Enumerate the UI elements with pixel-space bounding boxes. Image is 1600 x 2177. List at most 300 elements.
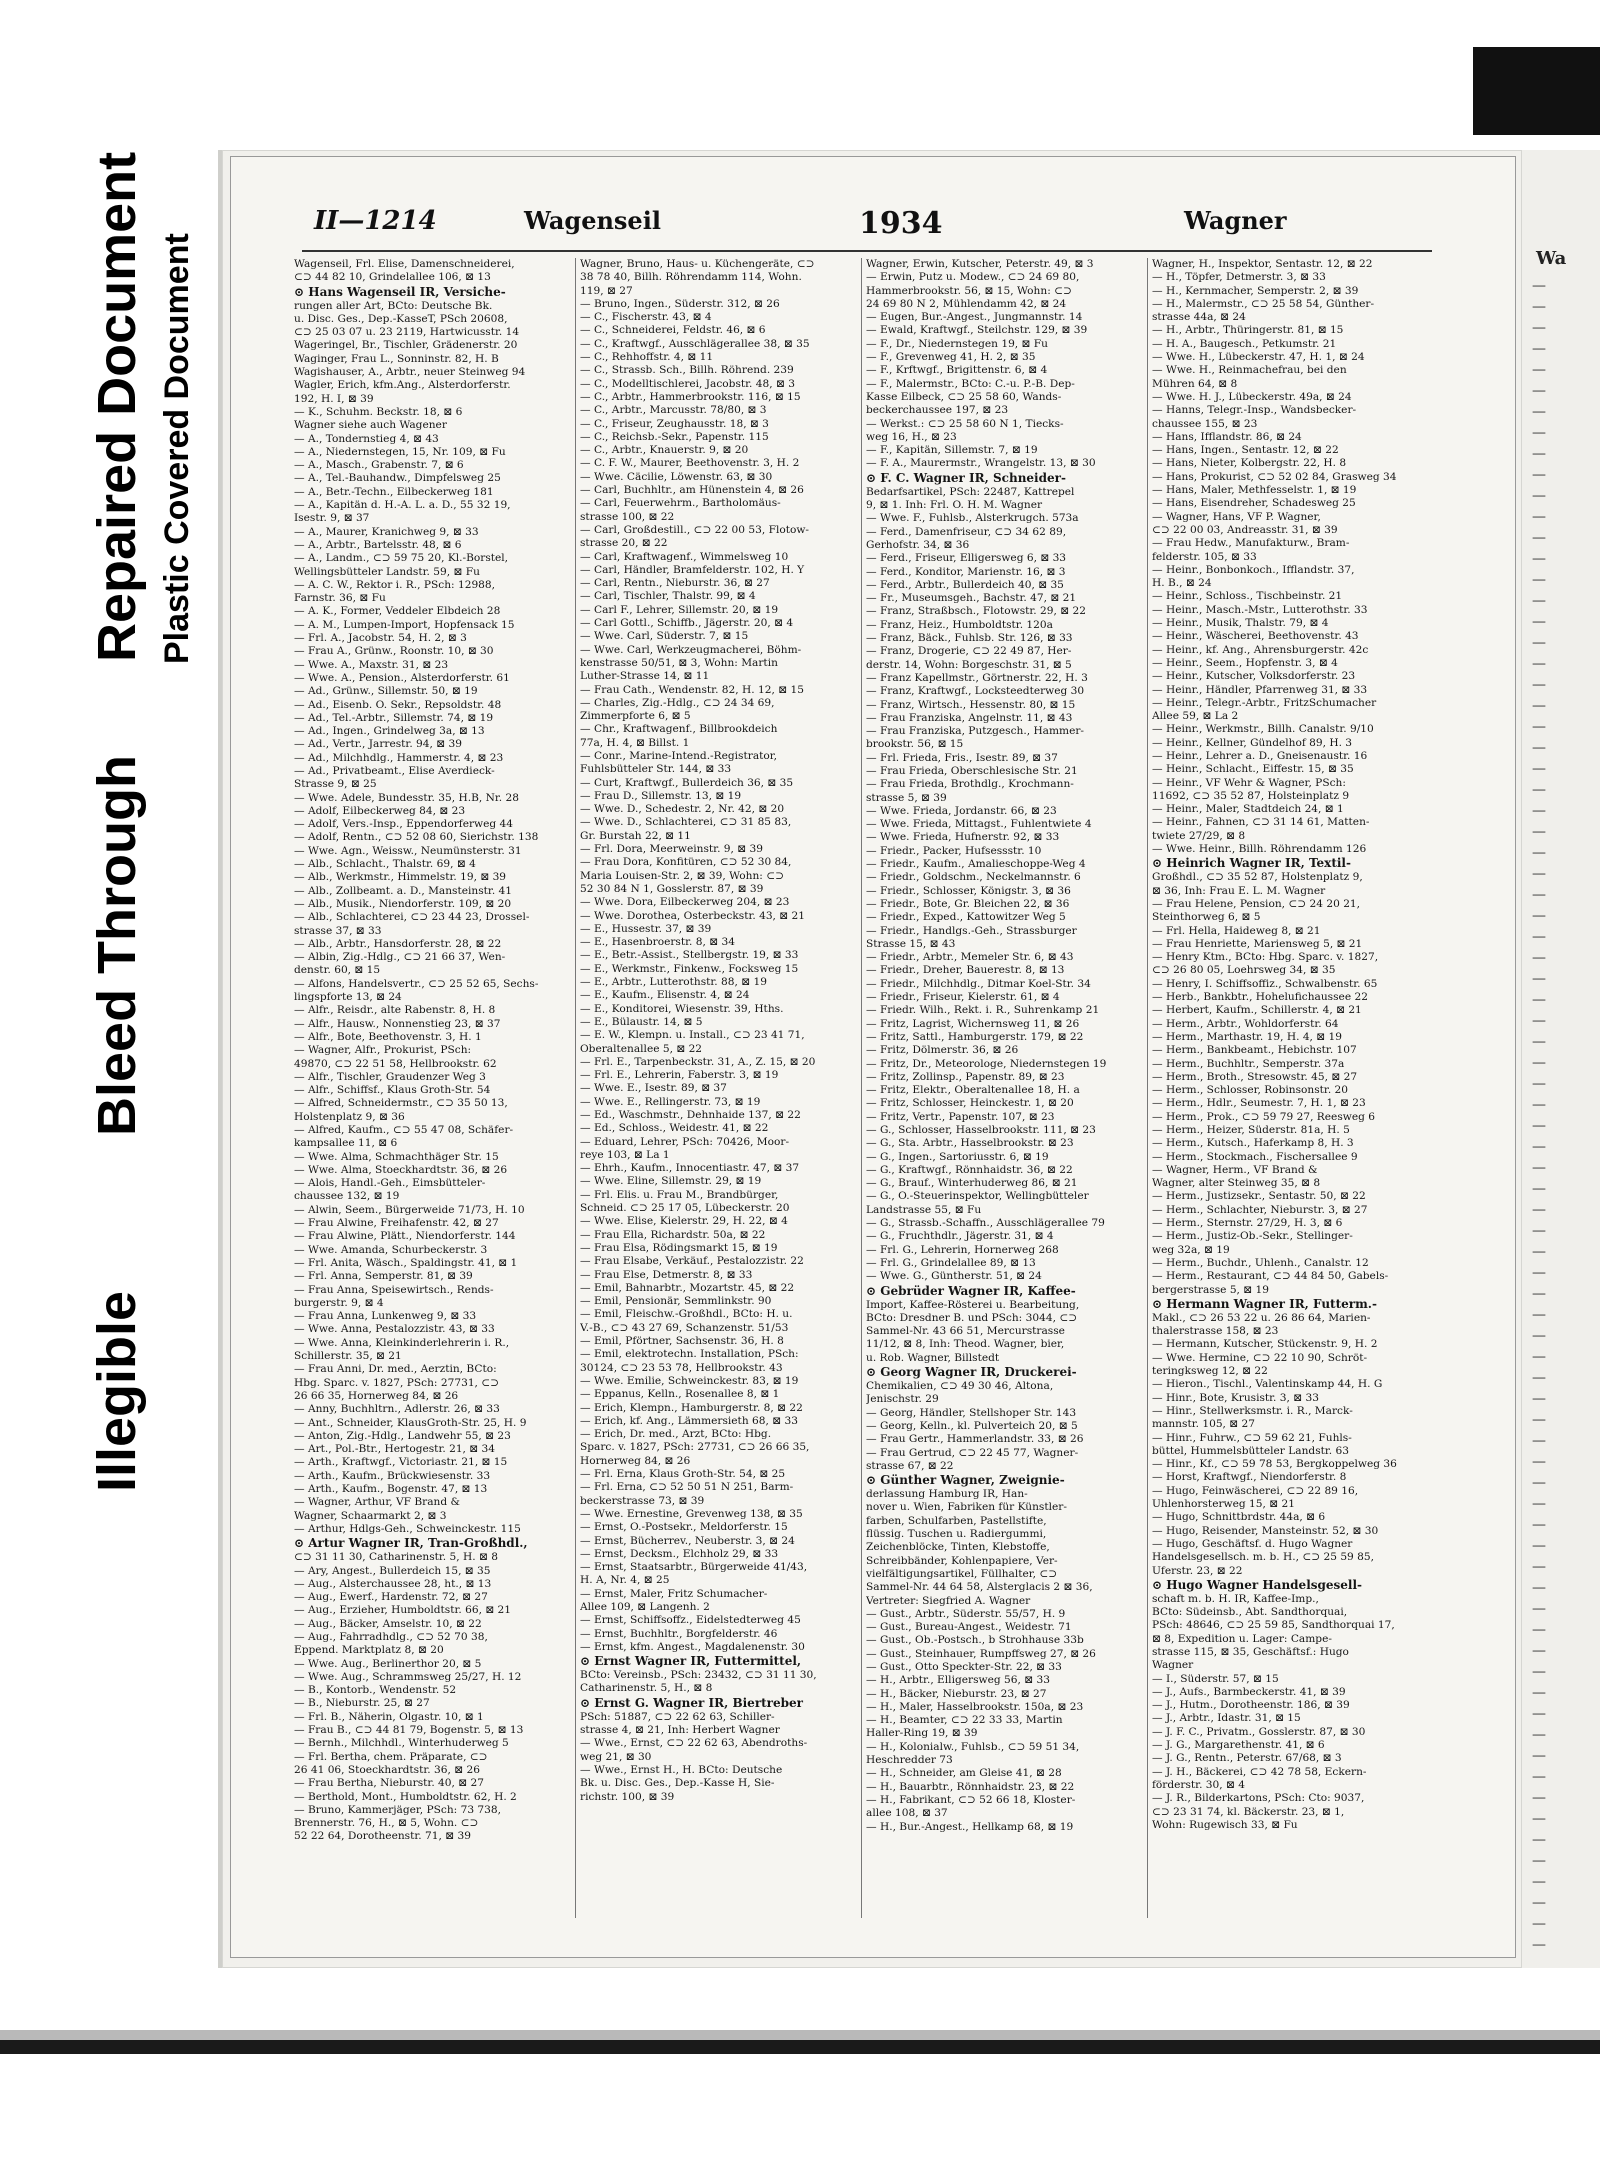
header-year: 1934 bbox=[859, 206, 943, 241]
directory-entry: — Hans, Maler, Methfesselstr. 1, ⊠ 19 bbox=[1152, 484, 1357, 497]
directory-entry: Oberaltenallee 5, ⊠ 22 bbox=[580, 1042, 703, 1055]
directory-entry: Handelsgesellsch. m. b. H., ⊂⊃ 25 59 85, bbox=[1152, 1551, 1375, 1564]
directory-entry: — Hans, Ifflandstr. 86, ⊠ 24 bbox=[1152, 430, 1302, 443]
directory-entry: Isestr. 9, ⊠ 37 bbox=[294, 512, 370, 525]
directory-entry: — Wwe. Dorothea, Osterbeckstr. 43, ⊠ 21 bbox=[580, 909, 806, 922]
directory-entry: — A., Masch., Grabenstr. 7, ⊠ 6 bbox=[294, 459, 464, 472]
next-page-dash: — bbox=[1532, 1139, 1546, 1155]
directory-entry: — Heinr., Fahnen, ⊂⊃ 31 14 61, Matten- bbox=[1152, 816, 1370, 829]
directory-entry: — Fritz, Dölmerstr. 36, ⊠ 26 bbox=[866, 1044, 1019, 1057]
directory-entry: Eppend. Marktplatz 8, ⊠ 20 bbox=[294, 1644, 444, 1657]
directory-entry: — Friedr. Wilh., Rekt. i. R., Suhrenkamp 21 bbox=[866, 1004, 1100, 1017]
next-page-dash: — bbox=[1532, 740, 1546, 756]
directory-entry: 52 22 64, Dorotheenstr. 71, ⊠ 39 bbox=[294, 1830, 471, 1843]
next-page-dash: — bbox=[1532, 1370, 1546, 1386]
directory-entry: — Ernst, Decksm., Elchholz 29, ⊠ 33 bbox=[580, 1547, 779, 1560]
directory-entry: — F., Grevenweg 41, H. 2, ⊠ 35 bbox=[866, 351, 1036, 364]
directory-entry: — C., Arbtr., Hammerbrookstr. 116, ⊠ 15 bbox=[580, 390, 801, 403]
directory-entry: — Wwe. Anna, Kleinkinderlehrerin i. R., bbox=[294, 1336, 510, 1349]
directory-entry: — Wwe. Heinr., Billh. Röhrendamm 126 bbox=[1152, 843, 1367, 856]
directory-entry: — Frau Bertha, Nieburstr. 40, ⊠ 27 bbox=[294, 1777, 484, 1790]
directory-entry: — Wwe. Ernestine, Grevenweg 138, ⊠ 35 bbox=[580, 1507, 803, 1520]
directory-entry: Gr. Burstah 22, ⊠ 11 bbox=[580, 829, 691, 842]
directory-entry: Waginger, Frau L., Sonninstr. 82, H. B bbox=[294, 352, 499, 365]
directory-entry: — Frau Anna, Speisewirtsch., Rends- bbox=[294, 1283, 494, 1296]
directory-column-3 bbox=[866, 258, 1142, 1918]
directory-entry: strasse 115, ⊠ 35, Geschäftsf.: Hugo bbox=[1152, 1645, 1349, 1658]
directory-entry: — E., Hussestr. 37, ⊠ 39 bbox=[580, 922, 712, 935]
directory-entry: — H., Bur.-Angest., Hellkamp 68, ⊠ 19 bbox=[866, 1820, 1074, 1833]
next-page-dash: — bbox=[1532, 1496, 1546, 1512]
directory-entry: kampsallee 11, ⊠ 6 bbox=[294, 1137, 398, 1150]
directory-entry: — Arthur, Hdlgs-Geh., Schweinckestr. 115 bbox=[294, 1522, 521, 1535]
directory-entry: Strasse 9, ⊠ 25 bbox=[294, 778, 377, 791]
directory-entry: strasse 44a, ⊠ 24 bbox=[1152, 311, 1246, 324]
directory-entry: Gerhofstr. 34, ⊠ 36 bbox=[866, 538, 970, 551]
directory-entry: 77a, H. 4, ⊠ Billst. 1 bbox=[580, 736, 690, 749]
directory-entry: thalerstrasse 158, ⊠ 23 bbox=[1152, 1325, 1279, 1338]
firm-entry: ⊙ Hermann Wagner IR, Futterm.- bbox=[1152, 1296, 1377, 1311]
directory-entry: — Wwe. Aug., Berlinerthor 20, ⊠ 5 bbox=[294, 1657, 482, 1670]
directory-entry: — Ad., Ingen., Grindelweg 3a, ⊠ 13 bbox=[294, 725, 485, 738]
directory-entry: twiete 27/29, ⊠ 8 bbox=[1152, 829, 1246, 842]
directory-entry: Wagner siehe auch Wagener bbox=[294, 419, 447, 432]
directory-entry: — Wwe. Anna, Pestalozzistr. 43, ⊠ 33 bbox=[294, 1323, 495, 1336]
directory-entry: Wagner, H., Inspektor, Sentastr. 12, ⊠ 22 bbox=[1152, 258, 1373, 270]
directory-entry: — B., Nieburstr. 25, ⊠ 27 bbox=[294, 1697, 430, 1710]
directory-entry: ⊠ 36, Inh: Frau E. L. M. Wagner bbox=[1152, 884, 1326, 897]
directory-columns bbox=[294, 258, 1444, 1918]
directory-entry: — Fritz, Vertr., Papenstr. 107, ⊠ 23 bbox=[866, 1110, 1055, 1123]
directory-entry: — Friedr., Dreher, Bauerestr. 8, ⊠ 13 bbox=[866, 964, 1065, 977]
next-page-dash: — bbox=[1532, 362, 1546, 378]
directory-entry: — Herm., Restaurant, ⊂⊃ 44 84 50, Gabels- bbox=[1152, 1270, 1389, 1283]
directory-entry: — A., Maurer, Kranichweg 9, ⊠ 33 bbox=[294, 525, 479, 538]
directory-entry: — Wwe. Carl, Süderstr. 7, ⊠ 15 bbox=[580, 630, 749, 643]
directory-entry: — A., Tondernstieg 4, ⊠ 43 bbox=[294, 432, 439, 445]
directory-entry: PSch: 51887, ⊂⊃ 22 62 63, Schiller- bbox=[580, 1710, 775, 1723]
firm-entry: ⊙ Gebrüder Wagner IR, Kaffee- bbox=[866, 1283, 1076, 1298]
directory-entry: ⊂⊃ 22 00 03, Andreasstr. 31, ⊠ 39 bbox=[1152, 523, 1338, 536]
directory-entry: farben, Schulfarben, Pastellstifte, bbox=[866, 1514, 1047, 1527]
directory-entry: — Wagner, Hans, VF P. Wagner, bbox=[1152, 510, 1321, 523]
directory-entry: Wellingsbütteler Landstr. 59, ⊠ Fu bbox=[294, 565, 480, 578]
next-page-dash: — bbox=[1532, 1622, 1546, 1638]
next-page-dash: — bbox=[1532, 1937, 1546, 1953]
directory-entry: — Alfred, Schneidermstr., ⊂⊃ 35 50 13, bbox=[294, 1097, 508, 1110]
directory-entry: BCto: Vereinsb., PSch: 23432, ⊂⊃ 31 11 30, bbox=[580, 1669, 817, 1682]
next-page-dash: — bbox=[1532, 971, 1546, 987]
directory-entry: Allee 59, ⊠ La 2 bbox=[1152, 710, 1239, 723]
directory-entry: — Ewald, Kraftwgf., Steilchstr. 129, ⊠ 39 bbox=[866, 324, 1088, 337]
directory-entry: — Fritz, Sattl., Hamburgerstr. 179, ⊠ 22 bbox=[866, 1030, 1084, 1043]
directory-entry: — Frl. G., Grindelallee 89, ⊠ 13 bbox=[866, 1256, 1036, 1269]
directory-entry: strasse 67, ⊠ 22 bbox=[866, 1459, 954, 1472]
directory-entry: Allee 109, ⊠ Langenh. 2 bbox=[580, 1600, 710, 1613]
directory-entry: — Herbert, Kaufm., Schillerstr. 4, ⊠ 21 bbox=[1152, 1004, 1362, 1017]
directory-entry: — Frau Helene, Pension, ⊂⊃ 24 20 21, bbox=[1152, 897, 1361, 910]
next-page-dash: — bbox=[1532, 488, 1546, 504]
directory-entry: — Herm., Stockmach., Fischersallee 9 bbox=[1152, 1150, 1358, 1163]
next-page-dash: — bbox=[1532, 1433, 1546, 1449]
directory-entry: — Wwe. Hermine, ⊂⊃ 22 10 90, Schröt- bbox=[1152, 1351, 1368, 1364]
directory-entry: — Frau Ella, Richardstr. 50a, ⊠ 22 bbox=[580, 1228, 766, 1241]
directory-entry: — C., Reichsb.-Sekr., Papenstr. 115 bbox=[580, 430, 769, 443]
directory-entry: — Eduard, Lehrer, PSch: 70426, Moor- bbox=[580, 1135, 790, 1148]
directory-entry: — Emil, Pförtner, Sachsenstr. 36, H. 8 bbox=[580, 1335, 784, 1348]
directory-entry: — Erich, Klempn., Hamburgerstr. 8, ⊠ 22 bbox=[580, 1401, 803, 1414]
directory-entry: — C., Strassb. Sch., Billh. Röhrend. 239 bbox=[580, 364, 794, 377]
directory-entry: strasse 5, ⊠ 39 bbox=[866, 791, 947, 804]
directory-entry: schaft m. b. H. IR, Kaffee-Imp., bbox=[1152, 1592, 1319, 1605]
next-page-dash: — bbox=[1532, 614, 1546, 630]
directory-entry: — Adolf, Vers.-Insp., Eppendorferweg 44 bbox=[294, 818, 513, 831]
directory-entry: — Herm., Kutsch., Haferkamp 8, H. 3 bbox=[1152, 1137, 1354, 1150]
directory-entry: 9, ⊠ 1. Inh: Frl. O. H. M. Wagner bbox=[866, 499, 1043, 512]
directory-entry: Sammel-Nr. 44 64 58, Alsterglacis 2 ⊠ 36, bbox=[866, 1581, 1093, 1594]
directory-entry: 49870, ⊂⊃ 22 51 58, Hellbrookstr. 62 bbox=[294, 1057, 497, 1070]
directory-entry: — E., Hasenbroerstr. 8, ⊠ 34 bbox=[580, 936, 735, 949]
degradation-labels bbox=[0, 0, 220, 2177]
directory-entry: — C., Modelltischlerei, Jacobstr. 48, ⊠ 3 bbox=[580, 377, 795, 390]
next-page-dash: — bbox=[1532, 1244, 1546, 1260]
next-page-dash: — bbox=[1532, 635, 1546, 651]
directory-entry: Chemikalien, ⊂⊃ 49 30 46, Altona, bbox=[866, 1380, 1054, 1393]
next-page-dash: — bbox=[1532, 1202, 1546, 1218]
next-page-dash: — bbox=[1532, 1748, 1546, 1764]
directory-entry: — Frl. Erna, Klaus Groth-Str. 54, ⊠ 25 bbox=[580, 1468, 786, 1481]
directory-entry: — Alfr., Hausw., Nonnenstieg 23, ⊠ 37 bbox=[294, 1017, 501, 1030]
directory-entry: — Herm., Prok., ⊂⊃ 59 79 27, Reesweg 6 bbox=[1152, 1110, 1375, 1123]
directory-entry: — C., Rehhoffstr. 4, ⊠ 11 bbox=[580, 351, 714, 364]
directory-entry: Mühren 64, ⊠ 8 bbox=[1152, 377, 1238, 390]
directory-entry: — Franz Kapellmstr., Görtnerstr. 22, H. 3 bbox=[866, 671, 1088, 684]
directory-entry: 11692, ⊂⊃ 35 52 87, Holsteinplatz 9 bbox=[1152, 789, 1350, 802]
next-page-dash: — bbox=[1532, 1307, 1546, 1323]
directory-entry: BCto: Dresdner B. und PSch: 3044, ⊂⊃ bbox=[866, 1311, 1078, 1324]
directory-entry: Bedarfsartikel, PSch: 22487, Kattrepel bbox=[866, 485, 1075, 498]
directory-entry: — Frau Franziska, Putzgesch., Hammer- bbox=[866, 725, 1085, 738]
next-page-dash: — bbox=[1532, 383, 1546, 399]
header-rule bbox=[302, 250, 1432, 252]
directory-entry: — Alb., Musik., Niendorferstr. 109, ⊠ 20 bbox=[294, 897, 512, 910]
directory-entry: — Wwe. Frieda, Hufnerstr. 92, ⊠ 33 bbox=[866, 831, 1060, 844]
directory-entry: — Ad., Tel.-Arbtr., Sillemstr. 74, ⊠ 19 bbox=[294, 711, 494, 724]
directory-entry: felderstr. 105, ⊠ 33 bbox=[1152, 550, 1257, 563]
directory-entry: derlassung Hamburg IR, Han- bbox=[866, 1488, 1028, 1501]
directory-entry: beckerstrasse 73, ⊠ 39 bbox=[580, 1494, 705, 1507]
directory-entry: — Carl, Kraftwagenf., Wimmelsweg 10 bbox=[580, 550, 789, 563]
directory-entry: — Hanns, Telegr.-Insp., Wandsbecker- bbox=[1152, 404, 1357, 417]
next-page-dash: — bbox=[1532, 1790, 1546, 1806]
directory-entry: — Fritz, Dr., Meteorologe, Niedernstegen 19 bbox=[866, 1057, 1107, 1070]
directory-entry: — Wwe. Frieda, Jordanstr. 66, ⊠ 23 bbox=[866, 804, 1057, 817]
directory-entry: — Heinr., Masch.-Mstr., Lutterothstr. 33 bbox=[1152, 603, 1368, 616]
next-page-dash: — bbox=[1532, 761, 1546, 777]
next-page-dash: — bbox=[1532, 1538, 1546, 1554]
directory-entry: — G., Schlosser, Hasselbrookstr. 111, ⊠ 23 bbox=[866, 1124, 1096, 1136]
next-page-dash: — bbox=[1532, 1034, 1546, 1050]
directory-entry: — Hans, Prokurist, ⊂⊃ 52 02 84, Grasweg 34 bbox=[1152, 470, 1397, 483]
directory-entry: reye 103, ⊠ La 1 bbox=[580, 1148, 670, 1161]
directory-entry: — J. F. C., Privatm., Gosslerstr. 87, ⊠ 30 bbox=[1152, 1725, 1366, 1738]
directory-entry: Kasse Eilbeck, ⊂⊃ 25 58 60, Wands- bbox=[866, 390, 1062, 403]
directory-entry: — Wwe. Alma, Stoeckhardtstr. 36, ⊠ 26 bbox=[294, 1163, 508, 1176]
directory-entry: — Frau Gertr., Hammerlandstr. 33, ⊠ 26 bbox=[866, 1433, 1084, 1446]
directory-entry: — F., Krftwgf., Brigittenstr. 6, ⊠ 4 bbox=[866, 364, 1048, 377]
directory-entry: — Ferd., Damenfriseur, ⊂⊃ 34 62 89, bbox=[866, 525, 1067, 538]
directory-entry: Vertreter: Siegfried A. Wagner bbox=[866, 1594, 1031, 1607]
next-page-dash: — bbox=[1532, 929, 1546, 945]
directory-entry: — Frl. Elis. u. Frau M., Brandbürger, bbox=[580, 1188, 779, 1201]
directory-entry: — K., Schuhm. Beckstr. 18, ⊠ 6 bbox=[294, 405, 463, 418]
directory-entry: H. A, Nr. 4, ⊠ 25 bbox=[580, 1574, 670, 1587]
directory-entry: — Ferd., Friseur, Elligersweg 6, ⊠ 33 bbox=[866, 552, 1067, 565]
directory-entry: — G., Strassb.-Schaffn., Ausschlägerallee 79 bbox=[866, 1217, 1105, 1230]
directory-entry: — Alfr., Reisdr., alte Rabenstr. 8, H. 8 bbox=[294, 1004, 496, 1017]
directory-entry: — Wwe. Adele, Bundesstr. 35, H.B, Nr. 28 bbox=[294, 791, 519, 804]
directory-entry: — Wwe. Eline, Sillemstr. 29, ⊠ 19 bbox=[580, 1175, 762, 1188]
directory-entry: — Herm., Justizsekr., Sentastr. 50, ⊠ 22 bbox=[1152, 1190, 1366, 1203]
directory-entry: — H. A., Baugesch., Petkumstr. 21 bbox=[1152, 337, 1337, 350]
directory-entry: — Franz, Wirtsch., Hessenstr. 80, ⊠ 15 bbox=[866, 698, 1076, 711]
next-page-dash: — bbox=[1532, 1664, 1546, 1680]
directory-entry: — G., Sta. Arbtr., Hasselbrookstr. ⊠ 23 bbox=[866, 1137, 1074, 1150]
directory-entry: Strasse 15, ⊠ 43 bbox=[866, 937, 956, 950]
next-page-dash: — bbox=[1532, 1286, 1546, 1302]
directory-entry: — G., Fruchthdlr., Jägerstr. 31, ⊠ 4 bbox=[866, 1230, 1054, 1243]
directory-entry: — Emil, Pensionär, Semmlinkstr. 90 bbox=[580, 1295, 772, 1308]
directory-page-scan bbox=[218, 150, 1522, 1968]
directory-entry: Steinthorweg 6, ⊠ 5 bbox=[1152, 911, 1261, 924]
directory-entry: — H., Kolonialw., Fuhlsb., ⊂⊃ 59 51 34, bbox=[866, 1740, 1080, 1753]
directory-entry: Sammel-Nr. 43 66 51, Mercurstrasse bbox=[866, 1325, 1065, 1338]
directory-entry: Brennerstr. 76, H., ⊠ 5, Wohn. ⊂⊃ bbox=[294, 1817, 479, 1830]
next-page-dash: — bbox=[1532, 572, 1546, 588]
column-divider bbox=[575, 258, 576, 1918]
directory-entry: — Heinr., VF Wehr & Wagner, PSch: bbox=[1152, 776, 1346, 789]
directory-entry: 119, ⊠ 27 bbox=[580, 284, 633, 297]
directory-entry: flüssig. Tuschen u. Radiergummi, bbox=[866, 1528, 1047, 1541]
directory-entry: — Emil, Bahnarbtr., Mozartstr. 45, ⊠ 22 bbox=[580, 1281, 795, 1294]
next-page-dash: — bbox=[1532, 467, 1546, 483]
directory-entry: — A. C. W., Rektor i. R., PSch: 12988, bbox=[294, 578, 496, 591]
directory-entry: — G., Ingen., Sartoriusstr. 6, ⊠ 19 bbox=[866, 1150, 1049, 1163]
directory-entry: — Franz, Bäck., Fuhlsb. Str. 126, ⊠ 33 bbox=[866, 632, 1073, 645]
directory-entry: — Wwe. Frieda, Mittagst., Fuhlentwiete 4 bbox=[866, 818, 1092, 831]
directory-entry: Zeichenblöcke, Tinten, Klebstoffe, bbox=[866, 1541, 1050, 1554]
directory-entry: ⊂⊃ 25 03 07 u. 23 2119, Hartwicusstr. 14 bbox=[294, 326, 520, 339]
directory-entry: weg 16, H., ⊠ 23 bbox=[866, 430, 957, 443]
directory-entry: — Franz, Kraftwgf., Locksteedterweg 30 bbox=[866, 685, 1085, 698]
directory-entry: — Ed., Waschmstr., Dehnhaide 137, ⊠ 22 bbox=[580, 1109, 801, 1121]
next-page-dash: — bbox=[1532, 1643, 1546, 1659]
next-page-dash: — bbox=[1532, 446, 1546, 462]
directory-entry: Haller-Ring 19, ⊠ 39 bbox=[866, 1727, 978, 1740]
directory-entry: — Herm., Heizer, Süderstr. 81a, H. 5 bbox=[1152, 1124, 1350, 1136]
directory-entry: — Herm., Marthastr. 19, H. 4, ⊠ 19 bbox=[1152, 1030, 1343, 1043]
directory-entry: Farnstr. 36, ⊠ Fu bbox=[294, 592, 386, 605]
directory-entry: — Herm., Hdlr., Seumestr. 7, H. 1, ⊠ 23 bbox=[1152, 1097, 1366, 1110]
next-page-dash: — bbox=[1532, 1328, 1546, 1344]
next-page-dash: — bbox=[1532, 1706, 1546, 1722]
directory-entry: — Heinr., Kellner, Gündelhof 89, H. 3 bbox=[1152, 736, 1353, 749]
directory-entry: — H., Beamter, ⊂⊃ 22 33 33, Martin bbox=[866, 1714, 1063, 1727]
directory-entry: — Carl, Händler, Bramfelderstr. 102, H. Y bbox=[580, 563, 805, 576]
directory-column-4 bbox=[1152, 258, 1428, 1918]
directory-entry: — E., Bülaustr. 14, ⊠ 5 bbox=[580, 1015, 703, 1028]
directory-entry: strasse 20, ⊠ 22 bbox=[580, 537, 668, 550]
next-page-dash: — bbox=[1532, 677, 1546, 693]
directory-entry: — Wwe. A., Maxstr. 31, ⊠ 23 bbox=[294, 658, 449, 671]
directory-entry: — Friedr., Schlosser, Königstr. 3, ⊠ 36 bbox=[866, 884, 1071, 897]
directory-entry: — Alois, Handl.-Geh., Eimsbütteler- bbox=[294, 1177, 486, 1190]
directory-entry: — Franz, Heiz., Humboldtstr. 120a bbox=[866, 618, 1053, 631]
directory-entry: — Frau Elsabe, Verkäuf., Pestalozzistr. 22 bbox=[580, 1255, 804, 1268]
directory-entry: — Herm., Bankbeamt., Hebichstr. 107 bbox=[1152, 1044, 1357, 1057]
directory-entry: — Curt, Kraftwgf., Bullerdeich 36, ⊠ 35 bbox=[580, 776, 794, 789]
next-page-dash: — bbox=[1532, 1517, 1546, 1533]
directory-entry: — Chr., Kraftwagenf., Billbrookdeich bbox=[580, 723, 778, 736]
directory-entry: — Alb., Zollbeamt. a. D., Mansteinstr. 41 bbox=[294, 884, 513, 897]
directory-entry: — E., Betr.-Assist., Stellbergstr. 19, ⊠ 33 bbox=[580, 949, 799, 962]
directory-entry: — A. M., Lumpen-Import, Hopfensack 15 bbox=[294, 618, 515, 631]
directory-entry: — Gust., Bureau-Angest., Weidestr. 71 bbox=[866, 1621, 1072, 1634]
directory-entry: — Heinr., Schloss., Tischbeinstr. 21 bbox=[1152, 590, 1343, 603]
next-page-dash: — bbox=[1532, 593, 1546, 609]
directory-entry: — Ernst, Buchhltr., Borgfelderstr. 46 bbox=[580, 1627, 778, 1640]
directory-entry: Jenischstr. 29 bbox=[866, 1393, 939, 1406]
directory-entry: kenstrasse 50/51, ⊠ 3, Wohn: Martin bbox=[580, 656, 778, 669]
directory-entry: Wagner, Erwin, Kutscher, Peterstr. 49, ⊠ 3 bbox=[866, 258, 1094, 270]
directory-entry: — Friedr., Friseur, Kielerstr. 61, ⊠ 4 bbox=[866, 991, 1060, 1004]
directory-entry: — Ad., Vertr., Jarrestr. 94, ⊠ 39 bbox=[294, 738, 462, 751]
directory-entry: Luther-Strasse 14, ⊠ 11 bbox=[580, 670, 710, 683]
directory-entry: chaussee 155, ⊠ 23 bbox=[1152, 417, 1258, 430]
directory-entry: — Frau Anna, Lunkenweg 9, ⊠ 33 bbox=[294, 1310, 477, 1323]
directory-entry: ⊠ 8, Expedition u. Lager: Campe- bbox=[1152, 1632, 1332, 1645]
directory-entry: — F., Malermstr., BCto: C.-u. P.-B. Dep- bbox=[866, 377, 1075, 390]
directory-entry: — Frl. E., Tarpenbeckstr. 31, A., Z. 15, ⊠ 20 bbox=[580, 1055, 816, 1068]
next-page-dash: — bbox=[1532, 1118, 1546, 1134]
directory-entry: Wohn: Rugewisch 33, ⊠ Fu bbox=[1152, 1818, 1298, 1831]
directory-entry: — Bernh., Milchhdl., Winterhuderweg 5 bbox=[294, 1737, 509, 1750]
directory-entry: Großhdl., ⊂⊃ 35 52 87, Holstenplatz 9, bbox=[1152, 871, 1363, 884]
directory-entry: H. B., ⊠ 24 bbox=[1152, 577, 1212, 590]
label-illegible: Illegible bbox=[87, 1290, 147, 1492]
scan-black-corner bbox=[1473, 47, 1600, 135]
directory-entry: — Bruno, Ingen., Süderstr. 312, ⊠ 26 bbox=[580, 297, 780, 310]
directory-entry: ⊂⊃ 44 82 10, Grindelallee 106, ⊠ 13 bbox=[294, 271, 491, 284]
directory-entry: Bk. u. Disc. Ges., Dep.-Kasse H, Sie- bbox=[580, 1777, 775, 1790]
directory-entry: — Ferd., Konditor, Marienstr. 16, ⊠ 3 bbox=[866, 565, 1066, 578]
directory-entry: — Ant., Schneider, KlausGroth-Str. 25, H. 9 bbox=[294, 1416, 527, 1429]
directory-entry: — Herm., Arbtr., Wohldorferstr. 64 bbox=[1152, 1017, 1339, 1030]
directory-entry: — Georg, Kelln., kl. Pulverteich 20, ⊠ 5 bbox=[866, 1419, 1078, 1432]
directory-entry: Wageringel, Br., Tischler, Grädenerstr. 20 bbox=[294, 339, 518, 352]
directory-entry: 52 30 84 N 1, Gosslerstr. 87, ⊠ 39 bbox=[580, 882, 764, 895]
column-divider bbox=[861, 258, 862, 1918]
directory-entry: — Wwe. G., Güntherstr. 51, ⊠ 24 bbox=[866, 1270, 1042, 1283]
directory-entry: — A., Arbtr., Bartelsstr. 48, ⊠ 6 bbox=[294, 538, 462, 551]
scan-bottom-shadow bbox=[0, 2030, 1600, 2040]
next-page-dash: — bbox=[1532, 992, 1546, 1008]
directory-entry: — Fritz, Zollinsp., Papenstr. 89, ⊠ 23 bbox=[866, 1070, 1065, 1083]
directory-entry: — Friedr., Milchhdlg., Ditmar Koel-Str. 34 bbox=[866, 977, 1091, 990]
directory-entry: — Frau Alwine, Freihafenstr. 42, ⊠ 27 bbox=[294, 1217, 499, 1230]
directory-entry: — J. H., Bäckerei, ⊂⊃ 42 78 58, Eckern- bbox=[1152, 1765, 1367, 1778]
directory-entry: — Horst, Kraftwgf., Niendorferstr. 8 bbox=[1152, 1471, 1347, 1484]
directory-entry: — Gust., Arbtr., Süderstr. 55/57, H. 9 bbox=[866, 1607, 1066, 1620]
directory-entry: — H., Bauarbtr., Rönnhaidstr. 23, ⊠ 22 bbox=[866, 1780, 1075, 1793]
directory-entry: mannstr. 105, ⊠ 27 bbox=[1152, 1418, 1256, 1431]
directory-entry: strasse 4, ⊠ 21, Inh: Herbert Wagner bbox=[580, 1724, 780, 1737]
directory-entry: — Herm., Buchdr., Uhlenh., Canalstr. 12 bbox=[1152, 1256, 1369, 1269]
directory-column-2 bbox=[580, 258, 856, 1918]
directory-entry: — Anny, Buchhltrn., Adlerstr. 26, ⊠ 33 bbox=[294, 1403, 500, 1416]
directory-entry: — Wagner, Alfr., Prokurist, PSch: bbox=[294, 1044, 472, 1057]
directory-entry: — Carl F., Lehrer, Sillemstr. 20, ⊠ 19 bbox=[580, 603, 779, 616]
directory-entry: 30124, ⊂⊃ 23 53 78, Hellbrookstr. 43 bbox=[580, 1361, 783, 1374]
directory-entry: 26 66 35, Hornerweg 84, ⊠ 26 bbox=[294, 1389, 459, 1402]
firm-entry: ⊙ Ernst G. Wagner IR, Biertreber bbox=[580, 1695, 803, 1710]
directory-entry: — Aug., Alsterchaussee 28, ht., ⊠ 13 bbox=[294, 1577, 492, 1590]
directory-column-1 bbox=[294, 258, 570, 1918]
directory-entry: Hornerweg 84, ⊠ 26 bbox=[580, 1454, 691, 1467]
directory-entry: — H., Schneider, am Gleise 41, ⊠ 28 bbox=[866, 1767, 1062, 1780]
directory-entry: — Ernst, Staatsarbtr., Bürgerweide 41/43, bbox=[580, 1561, 808, 1574]
directory-entry: — Friedr., Handlgs.-Geh., Strassburger bbox=[866, 924, 1077, 937]
directory-entry: — Heinr., Musik, Thalstr. 79, ⊠ 4 bbox=[1152, 617, 1329, 630]
directory-entry: — Franz, Drogerie, ⊂⊃ 22 49 87, Her- bbox=[866, 645, 1072, 658]
directory-entry: — Frl. Dora, Meerweinstr. 9, ⊠ 39 bbox=[580, 843, 764, 856]
directory-entry: beckerchaussee 197, ⊠ 23 bbox=[866, 404, 1009, 417]
directory-entry: Uhlenhorsterweg 15, ⊠ 21 bbox=[1152, 1498, 1295, 1511]
directory-entry: — J., Aufs., Barmbeckerstr. 41, ⊠ 39 bbox=[1152, 1685, 1346, 1698]
firm-entry: ⊙ Günther Wagner, Zweignie- bbox=[866, 1473, 1065, 1488]
directory-entry: Landstrasse 55, ⊠ Fu bbox=[866, 1203, 982, 1216]
directory-entry: Catharinenstr. 5, H., ⊠ 8 bbox=[580, 1682, 713, 1695]
next-page-dash: — bbox=[1532, 320, 1546, 336]
directory-entry: — Ferd., Arbtr., Bullerdeich 40, ⊠ 35 bbox=[866, 578, 1064, 591]
next-page-dash: — bbox=[1532, 530, 1546, 546]
directory-entry: — Ernst, Bücherrev., Neuberstr. 3, ⊠ 24 bbox=[580, 1534, 795, 1547]
directory-entry: — Emil, Fleischw.-Großhdl., BCto: H. u. bbox=[580, 1308, 793, 1321]
directory-entry: — Hinr., Kf., ⊂⊃ 59 78 53, Bergkoppelweg 36 bbox=[1152, 1458, 1397, 1471]
directory-entry: vielfältigungsartikel, Füllhalter, ⊂⊃ bbox=[866, 1567, 1058, 1580]
directory-entry: 24 69 80 N 2, Mühlendamm 42, ⊠ 24 bbox=[866, 297, 1067, 310]
next-page-dash: — bbox=[1532, 824, 1546, 840]
next-page-dash: — bbox=[1532, 950, 1546, 966]
directory-entry: — Art., Pol.-Btr., Hertogestr. 21, ⊠ 34 bbox=[294, 1443, 496, 1456]
next-page-dash: — bbox=[1532, 1559, 1546, 1575]
directory-entry: — Wwe., Ernst, ⊂⊃ 22 62 63, Abendroths- bbox=[580, 1737, 808, 1750]
directory-entry: 11/12, ⊠ 8, Inh: Theod. Wagner, bier, bbox=[866, 1338, 1065, 1351]
directory-entry: Wagner, Bruno, Haus- u. Küchengeräte, ⊂⊃ bbox=[580, 258, 815, 270]
directory-entry: — E., Arbtr., Lutterothstr. 88, ⊠ 19 bbox=[580, 976, 767, 989]
directory-entry: u. Disc. Ges., Dep.-KasseT, PSch 20608, bbox=[294, 312, 508, 325]
directory-entry: Wagler, Erich, kfm.Ang., Alsterdorferstr. bbox=[294, 379, 511, 392]
directory-entry: Import, Kaffee-Rösterei u. Bearbeitung, bbox=[866, 1298, 1080, 1311]
next-page-dash: — bbox=[1532, 1412, 1546, 1428]
directory-entry: burgerstr. 9, ⊠ 4 bbox=[294, 1296, 384, 1309]
directory-entry: Fuhlsbütteler Str. 144, ⊠ 33 bbox=[580, 763, 732, 776]
directory-entry: chaussee 132, ⊠ 19 bbox=[294, 1190, 400, 1203]
next-page-keyword: Wa bbox=[1536, 248, 1567, 269]
directory-entry: 192, H. I, ⊠ 39 bbox=[294, 392, 374, 405]
next-page-dash: — bbox=[1532, 1265, 1546, 1281]
next-page-dash: — bbox=[1532, 1811, 1546, 1827]
